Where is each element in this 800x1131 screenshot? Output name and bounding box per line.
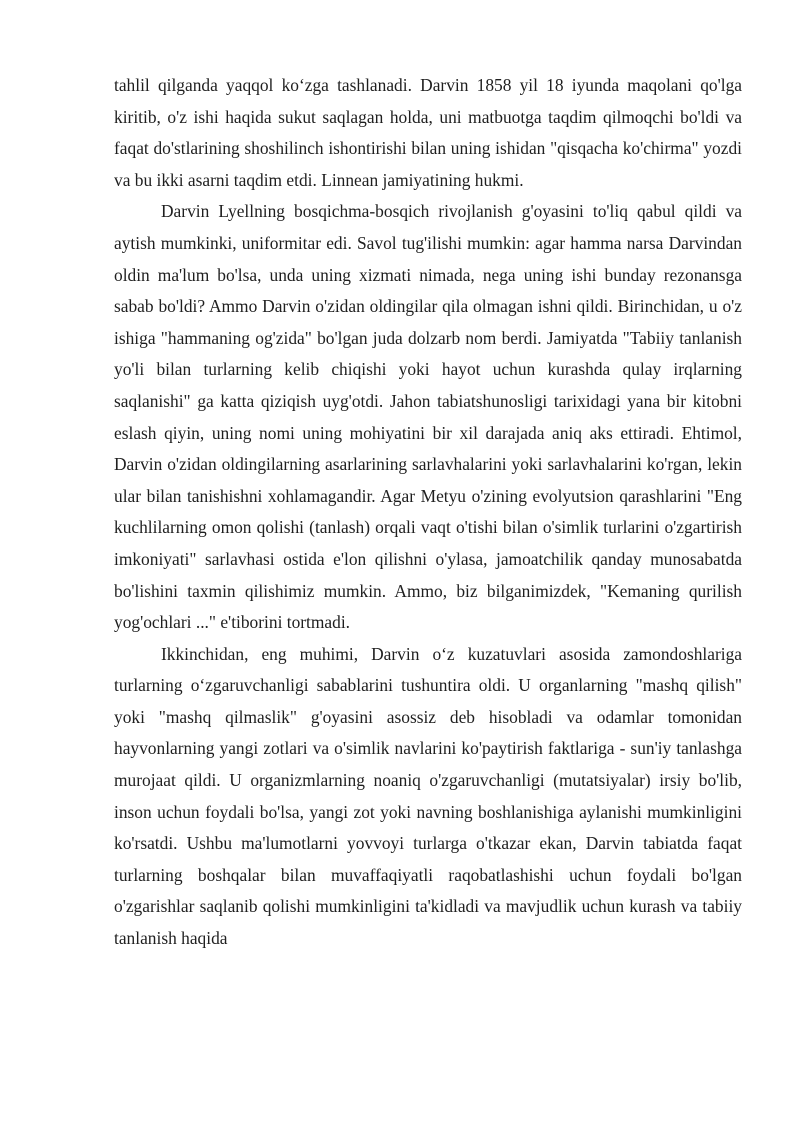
paragraph-2: Darvin Lyellning bosqichma-bosqich rivojlanish g'oyasini to'liq qabul qildi va aytish mumkinki, uniformitar edi. Savol tug'ilishi mumkin: agar hamma narsa Darvindan oldin ma'lum bo'lsa, unda uning xizmati nimada, nega uning ishi bunday rezonansga sabab bo'ldi? Ammo Darvin o'zidan oldingilar qila olmagan ishni qildi. Birinchidan, u o'z ishiga "hammaning og'zida" bo'lgan juda dolzarb nom berdi. Jamiyatda "Tabiiy tanlanish yo'li bilan turlarning kelib chiqishi yoki hayot uchun kurashda qulay irqlarning saqlanishi" ga katta qiziqish uyg'otdi. Jahon tabiatshunosligi tarixidagi yana bir kitobni eslash qiyin, uning nomi uning mohiyatini bir xil darajada aniq aks ettiradi. Ehtimol, Darvin o'zidan oldingilarning asarlarining sarlavhalarini yoki sarlavhalarini ko'rgan, lekin ular bilan tanishishni xohlamagandir. Agar Metyu o'zining evolyutsion qarashlarini "Eng kuchlilarning omon qolishi (tanlash) orqali vaqt o'tishi bilan o'simlik turlarini o'zgartirish imkoniyati" sarlavhasi ostida e'lon qilishni o'ylasa, jamoatchilik qanday munosabatda bo'lishini taxmin qilishimiz mumkin. Ammo, biz bilganimizdek, "Kemaning qurilish yog'ochlari ..." e'tiborini tortmadi. [114,201,742,633]
document-page [114,70,742,955]
paragraph-1: tahlil qilganda yaqqol ko‘zga tashlanadi. Darvin 1858 yil 18 iyunda maqolani qo'lga kiritib, o'z ishi haqida sukut saqlagan holda, uni matbuotga taqdim qilmoqchi bo'ldi va faqat do'stlarining shoshilinch ishontirishi bilan uning ishidan "qisqacha ko'chirma" yozdi va bu ikki asarni taqdim etdi. Linnean jamiyatining hukmi. [114,75,742,190]
paragraph-3: Ikkinchidan, eng muhimi, Darvin o‘z kuzatuvlari asosida zamondoshlariga turlarning o‘zgaruvchanligi sabablarini tushuntira oldi. U organlarning "mashq qilish" yoki "mashq qilmaslik" g'oyasini asossiz deb hisobladi va odamlar tomonidan hayvonlarning yangi zotlari va o'simlik navlarini ko'paytirish faktlariga - sun'iy tanlashga murojaat qildi. U organizmlarning noaniq o'zgaruvchanligi (mutatsiyalar) irsiy bo'lib, inson uchun foydali bo'lsa, yangi zot yoki navning boshlanishiga aylanishi mumkinligini ko'rsatdi. Ushbu ma'lumotlarni yovvoyi turlarga o'tkazar ekan, Darvin tabiatda faqat turlarning boshqalar bilan muvaffaqiyatli raqobatlashishi uchun foydali bo'lgan o'zgarishlar saqlanib qolishi mumkinligini ta'kidladi va mavjudlik uchun kurash va tabiiy tanlanish haqida [114,643,742,949]
